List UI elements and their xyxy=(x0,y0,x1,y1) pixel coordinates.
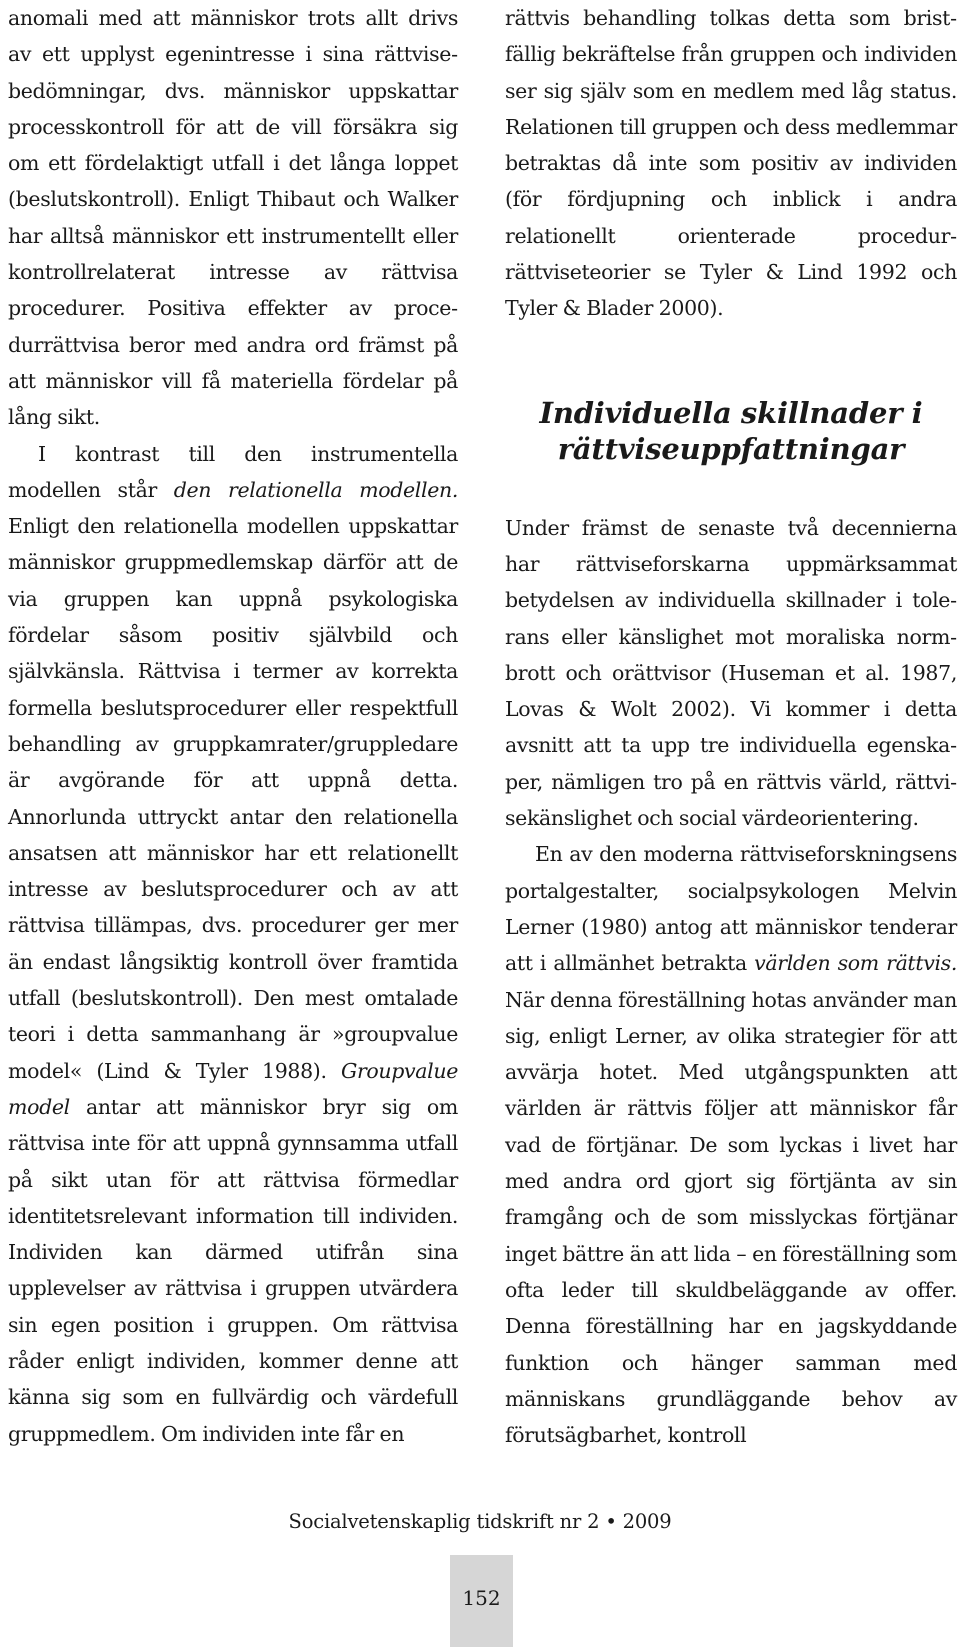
section-heading xyxy=(505,395,957,467)
left-column xyxy=(8,0,458,1452)
section-heading-line: Individuella skillnader i xyxy=(539,395,923,430)
emphasis-term: den relationella modellen. xyxy=(173,477,458,502)
paragraph-text: I kontrast till den instrumentella modellen står xyxy=(8,441,458,502)
paragraph: rättvis behandling tolkas detta som bristfällig bekräftelse från gruppen och individen ser sig själv som en medlem med låg status. Relationen till gruppen och dess medlemmar betraktas då inte som positiv av individen (för fördjupning och inblick i andra relationellt orienterade procedurrättviseteorier se Tyler & Lind 1992 och Tyler & Blader 2000). xyxy=(505,6,957,321)
emphasis-term: världen som rättvis. xyxy=(754,951,957,976)
paragraph: anomali med att människor trots allt drivs av ett upplyst egenintresse i sina rättvisebedömningar, dvs. människor uppskattar processkontroll för att de vill försäkra sig om ett fördelaktigt utfall i det långa loppet (beslutskontroll). Enligt Thibaut och Walker har alltså människor ett instrumentellt eller kontrollrelaterat intresse av rättvisa procedurer. Positiva effekter av procedurrättvisa beror med andra ord främst på att människor vill få materiella fördelar på lång sikt. xyxy=(8,6,458,430)
page-number-box xyxy=(450,1555,513,1647)
journal-footer: Socialvetenskaplig tidskrift nr 2 • 2009 xyxy=(288,1510,672,1533)
right-column xyxy=(505,0,957,1453)
paragraph: Under främst de senaste två decennierna har rättviseforskarna uppmärksammat betydelsen av individuella skillnader i tolerans eller känslighet mot moraliska normbrott och orättvisor (Huseman et al. 1987, Lovas & Wolt 2002). Vi kommer i detta avsnitt att ta upp tre individuella egenskaper, nämligen tro på en rättvis värld, rättvisekänslighet och social värdeorientering. xyxy=(505,515,957,831)
paragraph-text: Enligt den relationella modellen uppskattar människor gruppmedlemskap därför att de via gruppen kan uppnå psykologiska fördelar såsom positiv självbild och självkänsla. Rättvisa i termer av korrekta formella beslutsprocedurer eller respektfull behandling av gruppkamrater/gruppledare är avgörande för att uppnå detta. Annorlunda uttryckt antar den relationella ansatsen att människor har ett relationellt intresse av beslutsprocedurer och av att rättvisa tillämpas, dvs. procedurer ger mer än endast långsiktig kontroll över framtida utfall (beslutskontroll). Den mest omtalade teori i detta sammanhang är »groupvalue model« (Lind & Tyler 1988). xyxy=(8,514,458,1083)
paragraph xyxy=(505,836,957,1453)
paragraph-text: När denna föreställning hotas använder man sig, enligt Lerner, av olika strategier för att avvärja hotet. Med utgångspunkten att världen är rättvis följer att människor får vad de förtjänar. De som lyckas i livet har med andra ord gjort sig förtjänta av sin framgång och de som misslyckas förtjänar inget bättre än att lida – en föreställning som ofta leder till skuldbeläggande av offer. Denna föreställning har en jagskyddande funktion och hänger samman med människans grundläggande behov av förutsägbarhet, kontroll xyxy=(505,987,957,1448)
section-heading-line: rättviseuppfattningar xyxy=(557,431,905,466)
paragraph xyxy=(8,436,458,1452)
page-number: 152 xyxy=(462,1586,501,1610)
emphasis-term: Groupvalue model xyxy=(8,1058,458,1119)
paragraph-text: En av den moderna rättviseforskningsens portalgestalter, socialpsykologen Melvin Lerner (1980) antog att människor tenderar att i allmänhet betrakta xyxy=(505,842,957,976)
paragraph-text: antar att människor bryr sig om rättvisa inte för att uppnå gynnsamma utfall på sikt utan för att rättvisa förmedlar identitetsrelevant information till individen. Individen kan därmed utifrån sina upplevelser av rättvisa i gruppen utvärdera sin egen position i gruppen. Om rättvisa råder enligt individen, kommer denne att känna sig som en fullvärdig och värdefull gruppmedlem. Om individen inte får en xyxy=(8,1094,458,1446)
